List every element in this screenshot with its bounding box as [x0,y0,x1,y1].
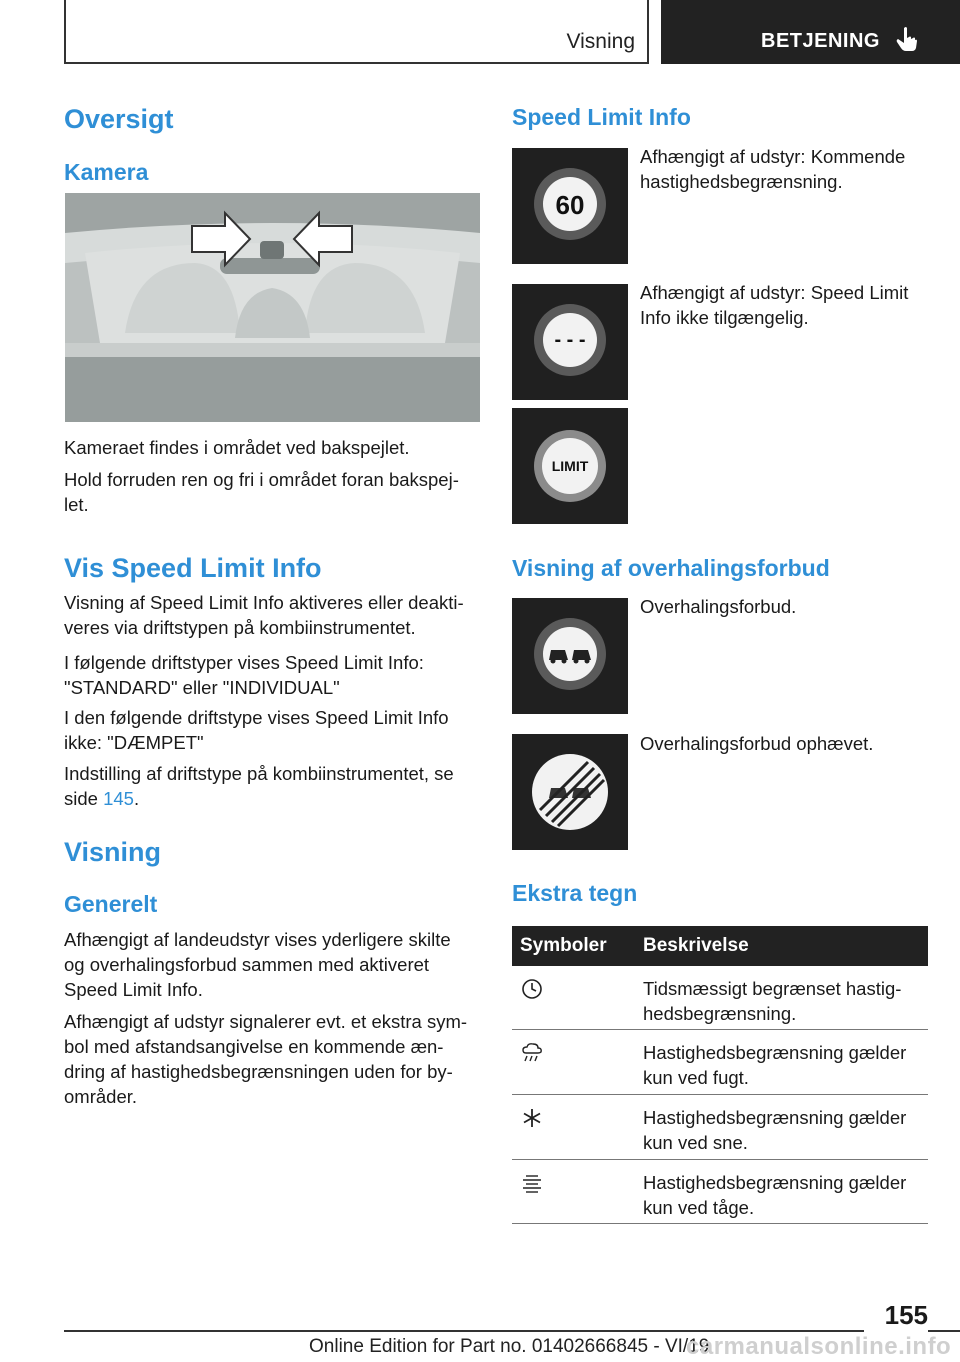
camera-paragraph-1: Kameraet findes i området ved bakspejlet. [64,437,410,458]
row-description: Hastighedsbegrænsning gælder kun ved tåge. [643,1172,907,1218]
heading-visning: Visning [64,837,162,867]
heading-overhalingsforbud: Visning af overhalingsforbud [512,555,830,581]
header-frame [64,0,649,64]
table-row [512,1030,928,1095]
page-link-145[interactable]: 145 [103,788,134,809]
generelt-paragraph-2: Afhængigt af udstyr signalerer evt. et ekstra sym- bol med afstandsangivelse en kommende æn- dring af hastighedsbegrænsningen uden for by- områder. [64,1011,468,1107]
footer-edition: Online Edition for Part no. 01402666845 - VI/19 [309,1336,710,1357]
table-row [512,1095,928,1160]
header-section-title: Visning [566,30,635,53]
rain-icon [520,1042,544,1064]
row-description: Tidsmæssigt begrænset hastig- hedsbegrænsning. [643,978,902,1024]
sign4-text: Overhalingsforbud. [640,596,797,617]
column-header-beskrivelse: Beskrivelse [643,935,749,956]
heading-generelt: Generelt [64,891,158,917]
heading-kamera: Kamera [64,159,149,185]
clock-icon [520,978,544,1000]
vis-paragraph-1: Visning af Speed Limit Info aktiveres eller deakti- veres via driftstypen på kombiinstrumentet. [64,592,464,638]
fog-icon [520,1172,544,1194]
sign2-text: Afhængigt af udstyr: Speed Limit Info ikke tilgængelig. [640,282,909,328]
page-number: 155 [884,1300,928,1330]
speed-limit-unavailable-sign [512,284,628,400]
heading-vis-speed-limit-info: Vis Speed Limit Info [64,553,322,583]
chapter-tab-label: BETJENING [761,30,880,52]
speed-value-60: 60 [555,190,585,220]
end-of-no-overtaking-sign [512,734,628,850]
vis-paragraph-4: Indstilling af driftstype på kombiinstrumentet, se side 145. [64,763,454,809]
sign5-text: Overhalingsforbud ophævet. [640,733,874,754]
camera-paragraph-2: Hold forruden ren og fri i området foran bakspej- let. [64,469,459,515]
limit-sign [512,408,628,524]
heading-ekstra-tegn: Ekstra tegn [512,880,638,906]
vis-paragraph-2: I følgende driftstyper vises Speed Limit Info: "STANDARD" eller "INDIVIDUAL" [64,652,424,698]
watermark: carmanualsonline.info [686,1333,952,1360]
footer-divider-right [928,1330,960,1332]
snowflake-icon [520,1107,544,1129]
speed-limit-60-sign [512,148,628,264]
sign1-text: Afhængigt af udstyr: Kommende hastighedsbegrænsning. [640,146,906,192]
hand-pointer-icon [895,26,919,52]
table-row [512,966,928,1030]
row-description: Hastighedsbegrænsning gælder kun ved fugt. [643,1042,907,1088]
row-description: Hastighedsbegrænsning gælder kun ved sne. [643,1107,907,1153]
extra-symbols-table [512,926,928,1224]
limit-label: LIMIT [551,458,589,474]
title-oversigt: Oversigt [64,104,174,134]
footer-divider [64,1330,864,1332]
camera-location-illustration [65,193,480,422]
no-overtaking-sign [512,598,628,714]
speed-value-dashes: - - - [554,329,586,351]
table-header [512,926,928,966]
generelt-paragraph-1: Afhængigt af landeudstyr vises yderligere skilte og overhalingsforbud sammen med aktiveret Speed Limit Info. [64,929,451,1000]
vis-paragraph-3: I den følgende driftstype vises Speed Limit Info ikke: "DÆMPET" [64,707,449,753]
table-row [512,1160,928,1224]
column-header-symboler: Symboler [520,935,607,956]
heading-speed-limit-info: Speed Limit Info [512,104,691,130]
